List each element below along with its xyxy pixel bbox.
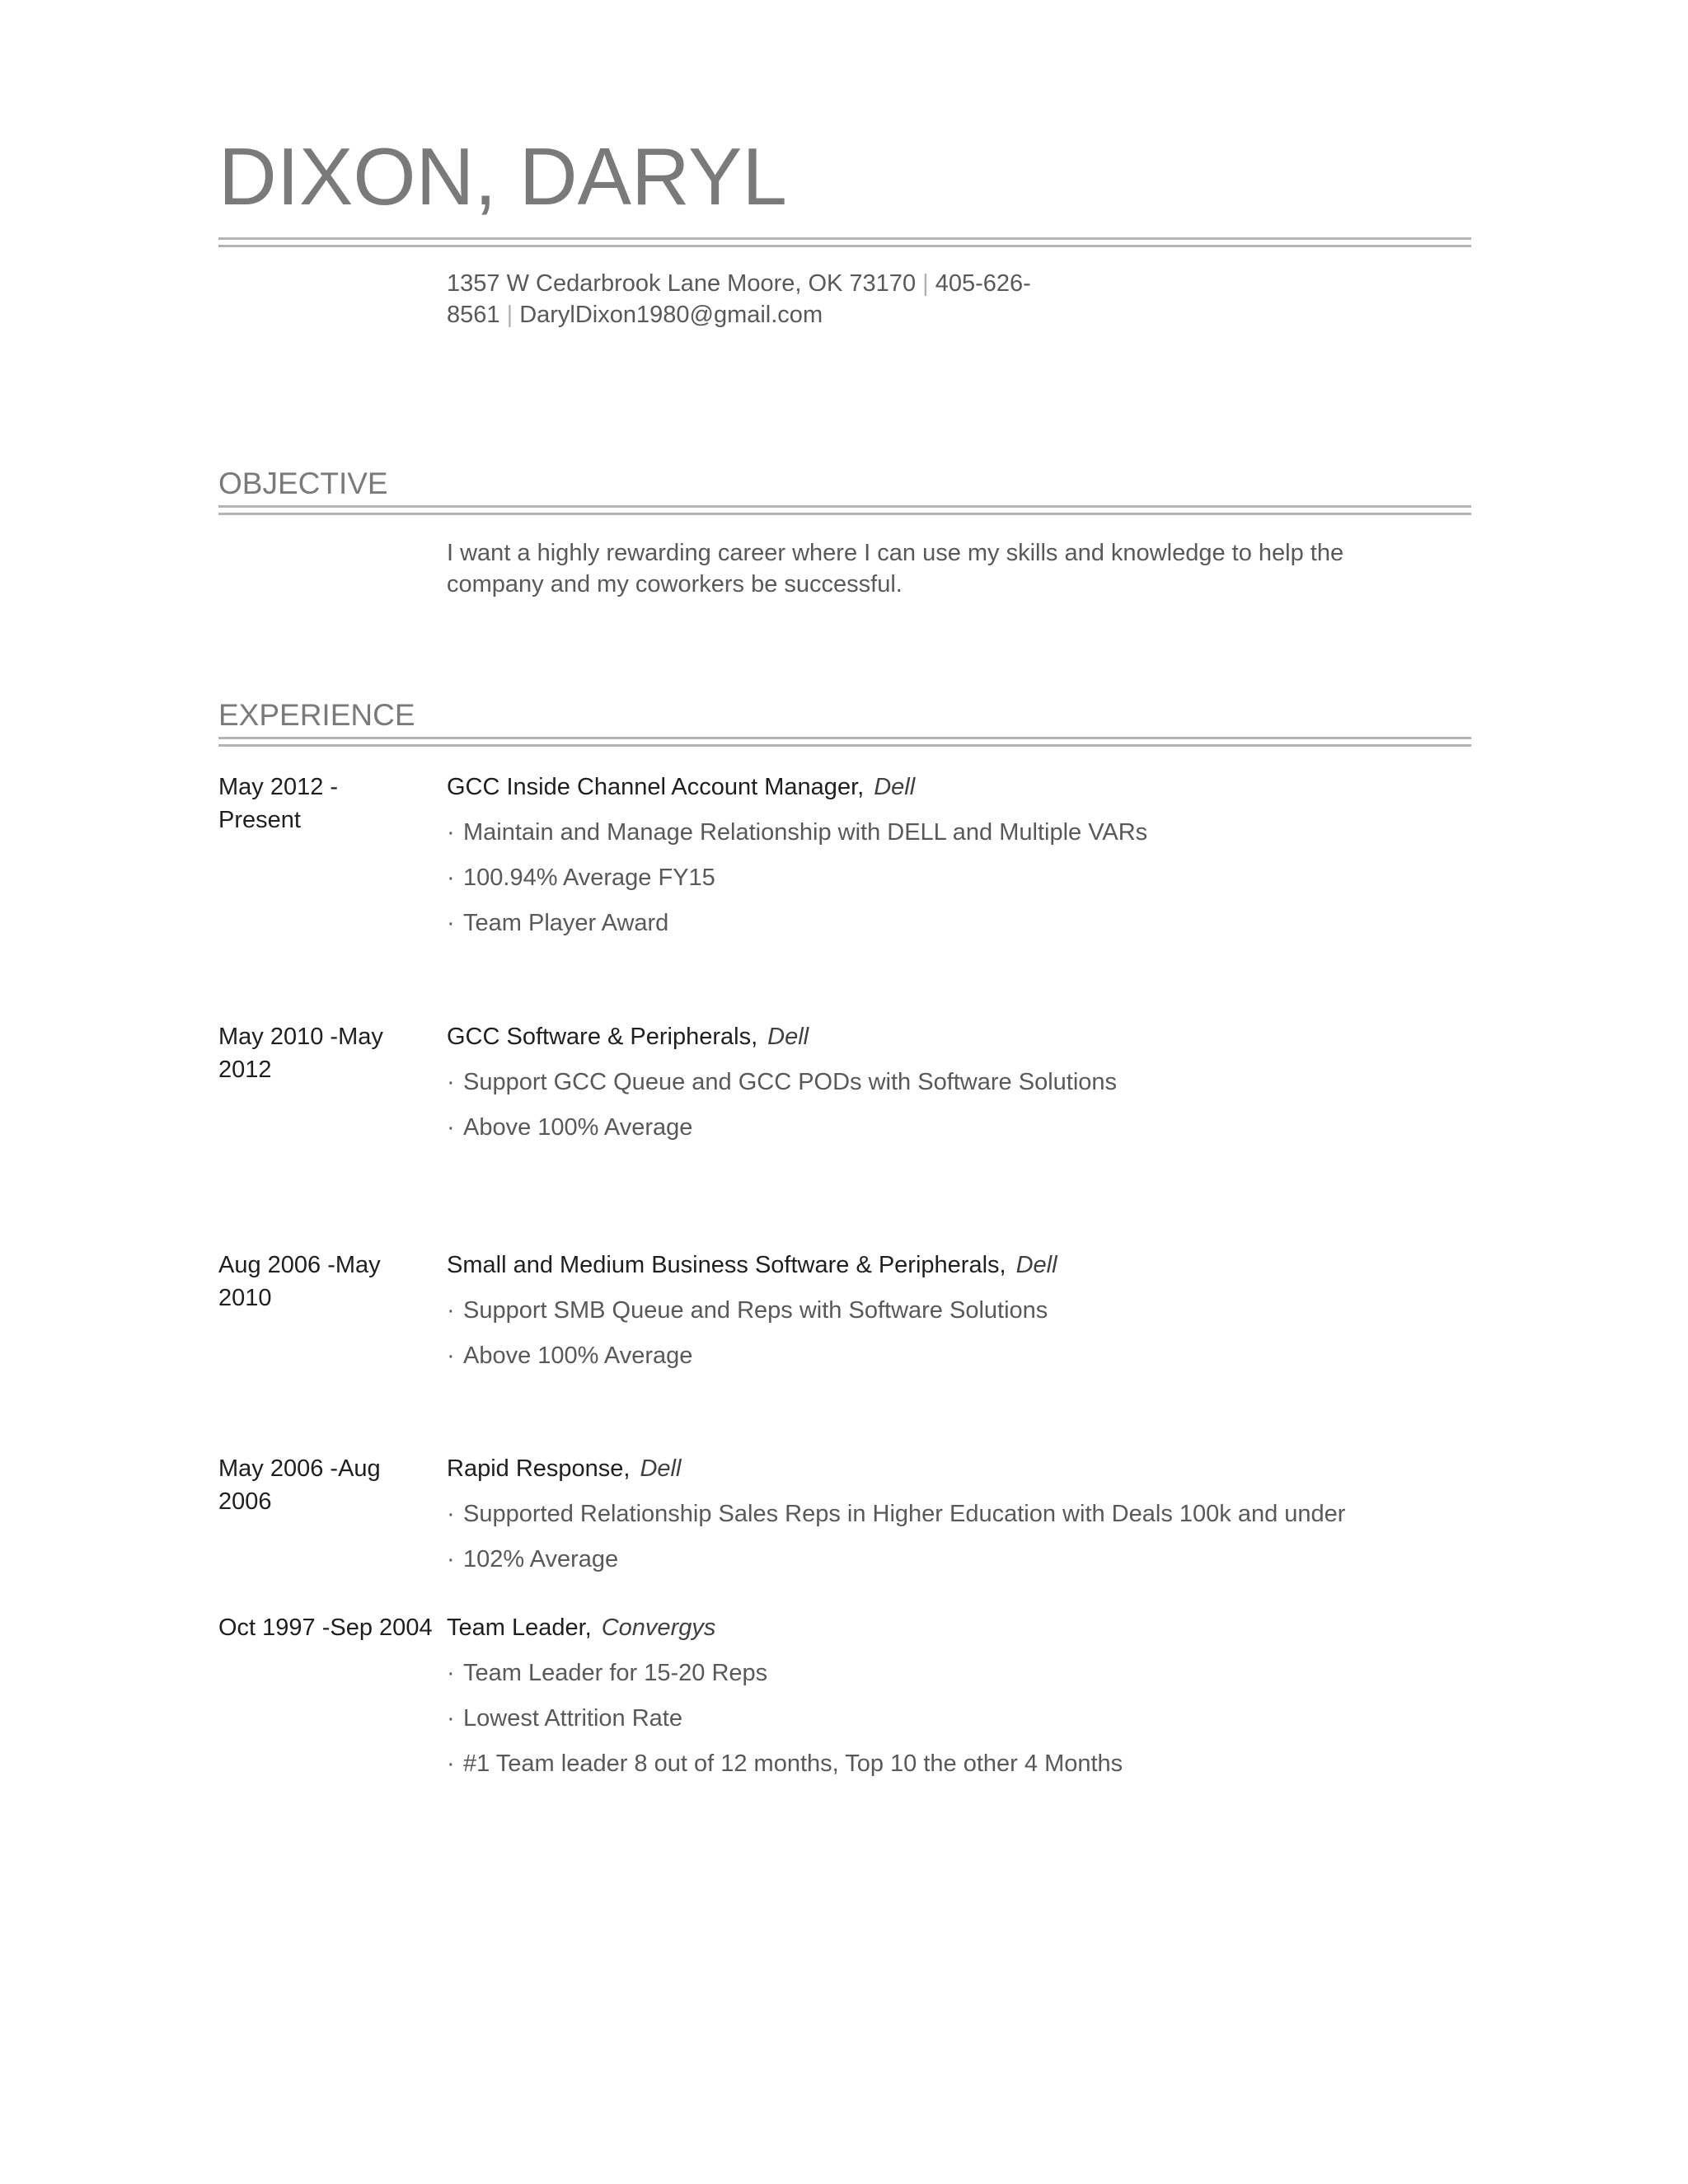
- objective-text: I want a highly rewarding career where I can use my skills and knowledge to help the company and my coworkers be successful.: [447, 540, 1344, 598]
- job-title-line: [447, 1020, 1461, 1053]
- job-bullet: [447, 1747, 1461, 1780]
- objective-heading: OBJECTIVE: [218, 466, 388, 500]
- job-bullet: [447, 1657, 1461, 1690]
- bullet-text: Above 100% Average: [463, 1343, 693, 1369]
- job-company: Dell: [640, 1455, 682, 1482]
- bullet-text: Team Leader for 15-20 Reps: [463, 1660, 768, 1686]
- job-bullets: [447, 1657, 1461, 1780]
- objective-rule-top: [218, 505, 1471, 508]
- bullet-dot-icon: ·: [447, 1114, 455, 1141]
- job-company: Dell: [1015, 1252, 1057, 1278]
- bullet-dot-icon: ·: [447, 1069, 455, 1095]
- bullet-text: 102% Average: [463, 1546, 619, 1572]
- job-company: Convergys: [601, 1615, 716, 1641]
- bullet-dot-icon: ·: [447, 1546, 455, 1572]
- candidate-name: DIXON, DARYL: [218, 131, 787, 222]
- contact-separator: |: [506, 302, 513, 328]
- address: 1357 W Cedarbrook Lane Moore, OK 73170: [447, 270, 917, 297]
- job-bullets: [447, 1497, 1461, 1576]
- job-details: [447, 1611, 1461, 1780]
- job-title-line: [447, 1249, 1461, 1282]
- job-details: [447, 1020, 1461, 1144]
- job-bullet: [447, 1497, 1461, 1530]
- job-dates: May 2012 - Present: [218, 774, 339, 833]
- job-company: Dell: [874, 774, 916, 800]
- job-bullet: [447, 1339, 1461, 1372]
- job-bullets: [447, 1066, 1461, 1144]
- name-rule-bottom: [218, 245, 1471, 247]
- job-bullet: [447, 1702, 1461, 1735]
- bullet-text: Maintain and Manage Relationship with DELL and Multiple VARs: [463, 819, 1148, 846]
- contact-separator: |: [922, 270, 929, 297]
- experience-rule-top: [218, 737, 1471, 739]
- bullet-text: Above 100% Average: [463, 1114, 693, 1141]
- bullet-dot-icon: ·: [447, 1750, 455, 1777]
- phone-part2: 8561: [447, 302, 500, 328]
- bullet-text: Lowest Attrition Rate: [463, 1705, 682, 1732]
- job-bullet: [447, 1294, 1461, 1327]
- job-bullet: [447, 1066, 1461, 1099]
- job-bullets: [447, 1294, 1461, 1372]
- job-bullet: [447, 861, 1461, 894]
- email: DarylDixon1980@gmail.com: [519, 302, 823, 328]
- job-title: Rapid Response,: [447, 1455, 631, 1482]
- job-details: [447, 1452, 1461, 1576]
- job-title: Small and Medium Business Software & Peripherals,: [447, 1252, 1006, 1278]
- job-bullet: [447, 816, 1461, 849]
- bullet-dot-icon: ·: [447, 1501, 455, 1527]
- bullet-text: #1 Team leader 8 out of 12 months, Top 10 the other 4 Months: [463, 1750, 1123, 1777]
- job-title: GCC Inside Channel Account Manager,: [447, 774, 865, 800]
- job-dates: May 2010 -May 2012: [218, 1024, 383, 1083]
- bullet-dot-icon: ·: [447, 910, 455, 936]
- job-bullet: [447, 907, 1461, 940]
- bullet-dot-icon: ·: [447, 1297, 455, 1324]
- job-details: [447, 1249, 1461, 1372]
- experience-heading: EXPERIENCE: [218, 698, 415, 732]
- bullet-text: Supported Relationship Sales Reps in Higher Education with Deals 100k and under: [463, 1501, 1346, 1527]
- objective-rule-bottom: [218, 513, 1471, 515]
- bullet-text: Team Player Award: [463, 910, 669, 936]
- bullet-text: 100.94% Average FY15: [463, 865, 715, 891]
- bullet-dot-icon: ·: [447, 865, 455, 891]
- name-rule-top: [218, 237, 1471, 240]
- job-bullets: [447, 816, 1461, 940]
- job-title-line: [447, 1452, 1461, 1485]
- job-dates: May 2006 -Aug 2006: [218, 1455, 381, 1515]
- bullet-dot-icon: ·: [447, 1660, 455, 1686]
- experience-rule-bottom: [218, 744, 1471, 747]
- job-title: GCC Software & Peripherals,: [447, 1024, 758, 1050]
- contact-block: [447, 268, 1073, 330]
- job-title-line: [447, 1611, 1461, 1644]
- job-bullet: [447, 1543, 1461, 1576]
- job-company: Dell: [767, 1024, 809, 1050]
- job-bullet: [447, 1111, 1461, 1144]
- phone-part1: 405-626-: [935, 270, 1031, 297]
- bullet-text: Support SMB Queue and Reps with Software Solutions: [463, 1297, 1048, 1324]
- bullet-dot-icon: ·: [447, 1343, 455, 1369]
- job-dates: Aug 2006 -May 2010: [218, 1252, 381, 1311]
- job-title: Team Leader,: [447, 1615, 592, 1641]
- job-dates: Oct 1997 -Sep 2004: [218, 1615, 433, 1641]
- bullet-text: Support GCC Queue and GCC PODs with Software Solutions: [463, 1069, 1118, 1095]
- job-title-line: [447, 771, 1461, 804]
- bullet-dot-icon: ·: [447, 819, 455, 846]
- job-details: [447, 771, 1461, 940]
- bullet-dot-icon: ·: [447, 1705, 455, 1732]
